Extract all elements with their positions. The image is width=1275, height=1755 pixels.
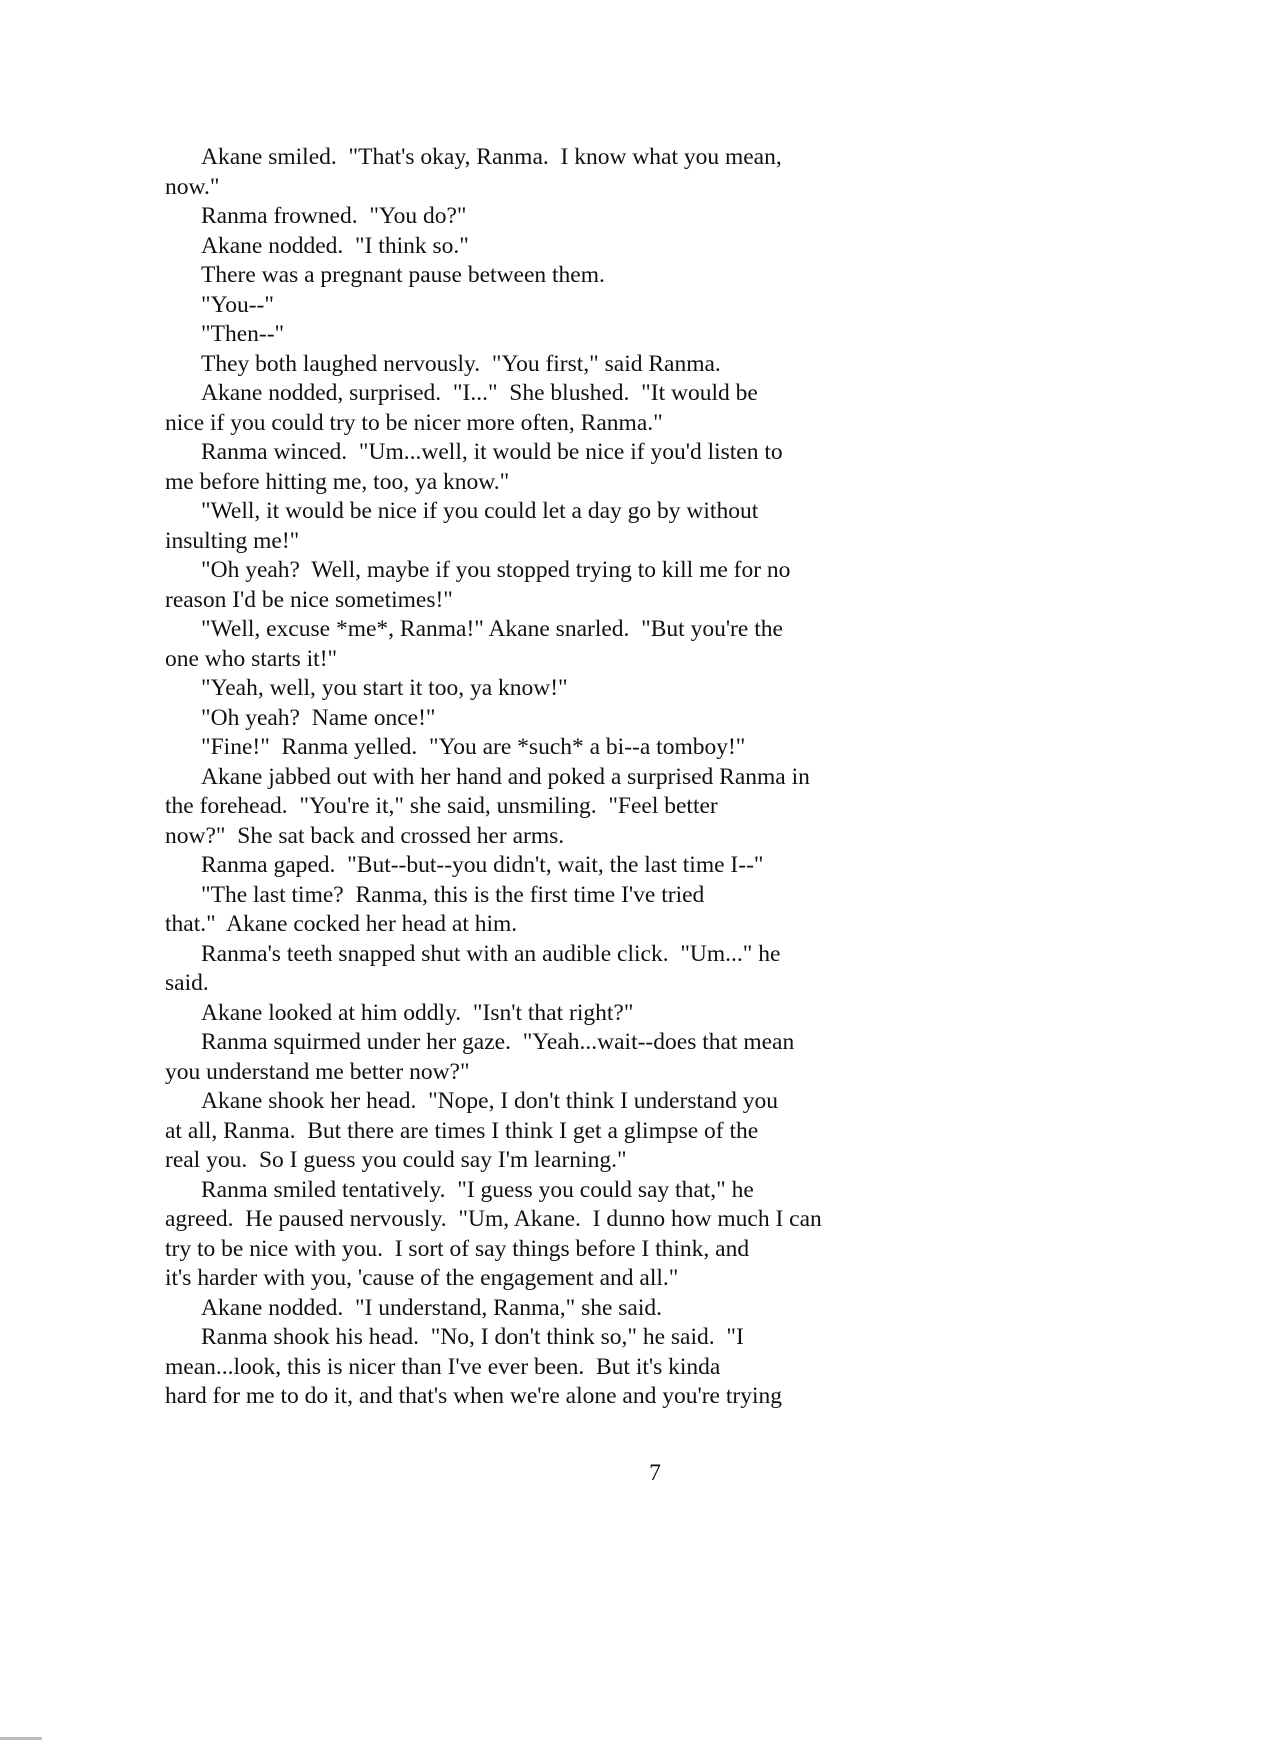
text-line: reason I'd be nice sometimes!" [165,586,453,613]
text-line: said. [165,970,209,996]
text-line: the forehead. "You're it," she said, unsmiling. "Feel better [165,793,718,819]
text-line: Ranma gaped. "But--but--you didn't, wait, the last time I--" [201,852,764,878]
text-line: that." Akane cocked her head at him. [165,911,518,937]
text-line: Akane jabbed out with her hand and poked a surprised Ranma in [201,763,810,790]
text-line: Akane shook her head. "Nope, I don't think I understand you [201,1088,779,1114]
text-line: "You--" [201,291,274,318]
text-line: Ranma frowned. "You do?" [201,203,467,229]
text-line: "Well, it would be nice if you could let a day go by without [201,498,759,524]
text-line: Akane looked at him oddly. "Isn't that right?" [201,999,634,1026]
text-line: Ranma smiled tentatively. "I guess you could say that," he [201,1176,754,1203]
text-line: agreed. He paused nervously. "Um, Akane. I dunno how much I can [165,1206,822,1232]
body-text [165,143,910,1412]
text-line: Ranma squirmed under her gaze. "Yeah...wait--does that mean [201,1029,795,1055]
text-line: Ranma winced. "Um...well, it would be nice if you'd listen to [201,439,783,465]
text-line: mean...look, this is nicer than I've ever been. But it's kinda [165,1353,721,1380]
text-line: you understand me better now?" [165,1058,470,1085]
text-line: hard for me to do it, and that's when we're alone and you're trying [165,1383,782,1409]
text-line: "Then--" [201,321,285,347]
text-line: "The last time? Ranma, this is the first time I've tried [201,881,705,908]
text-line: Akane smiled. "That's okay, Ranma. I know what you mean, [201,144,782,170]
text-line: Ranma's teeth snapped shut with an audible click. "Um..." he [201,940,781,967]
text-line: now." [165,173,220,200]
text-line: "Fine!" Ranma yelled. "You are *such* a bi--a tomboy!" [201,734,746,760]
text-line: "Yeah, well, you start it too, ya know!" [201,675,568,701]
text-line: Akane nodded, surprised. "I..." She blushed. "It would be [201,380,758,406]
text-line: at all, Ranma. But there are times I think I get a glimpse of the [165,1117,759,1144]
text-line: They both laughed nervously. "You first," said Ranma. [201,350,721,377]
text-line: nice if you could try to be nicer more often, Ranma." [165,409,663,436]
text-line: it's harder with you, 'cause of the engagement and all." [165,1265,679,1291]
page-number: 7 [649,1460,661,1486]
text-line: "Oh yeah? Well, maybe if you stopped trying to kill me for no [201,557,791,583]
text-line: "Oh yeah? Name once!" [201,704,436,731]
text-line: me before hitting me, too, ya know." [165,468,510,495]
text-line: now?" She sat back and crossed her arms. [165,822,565,849]
text-line: "Well, excuse *me*, Ranma!" Akane snarled. "But you're the [201,616,783,642]
text-line: real you. So I guess you could say I'm learning." [165,1147,627,1173]
text-line: Ranma shook his head. "No, I don't think so," he said. "I [201,1324,744,1350]
text-line: one who starts it!" [165,645,338,672]
text-line: Akane nodded. "I think so." [201,232,469,259]
text-line: insulting me!" [165,527,300,554]
text-line: Akane nodded. "I understand, Ranma," she said. [201,1294,663,1321]
text-line: try to be nice with you. I sort of say things before I think, and [165,1235,750,1262]
scan-edge-mark [0,1737,42,1740]
text-line: There was a pregnant pause between them. [201,262,605,288]
